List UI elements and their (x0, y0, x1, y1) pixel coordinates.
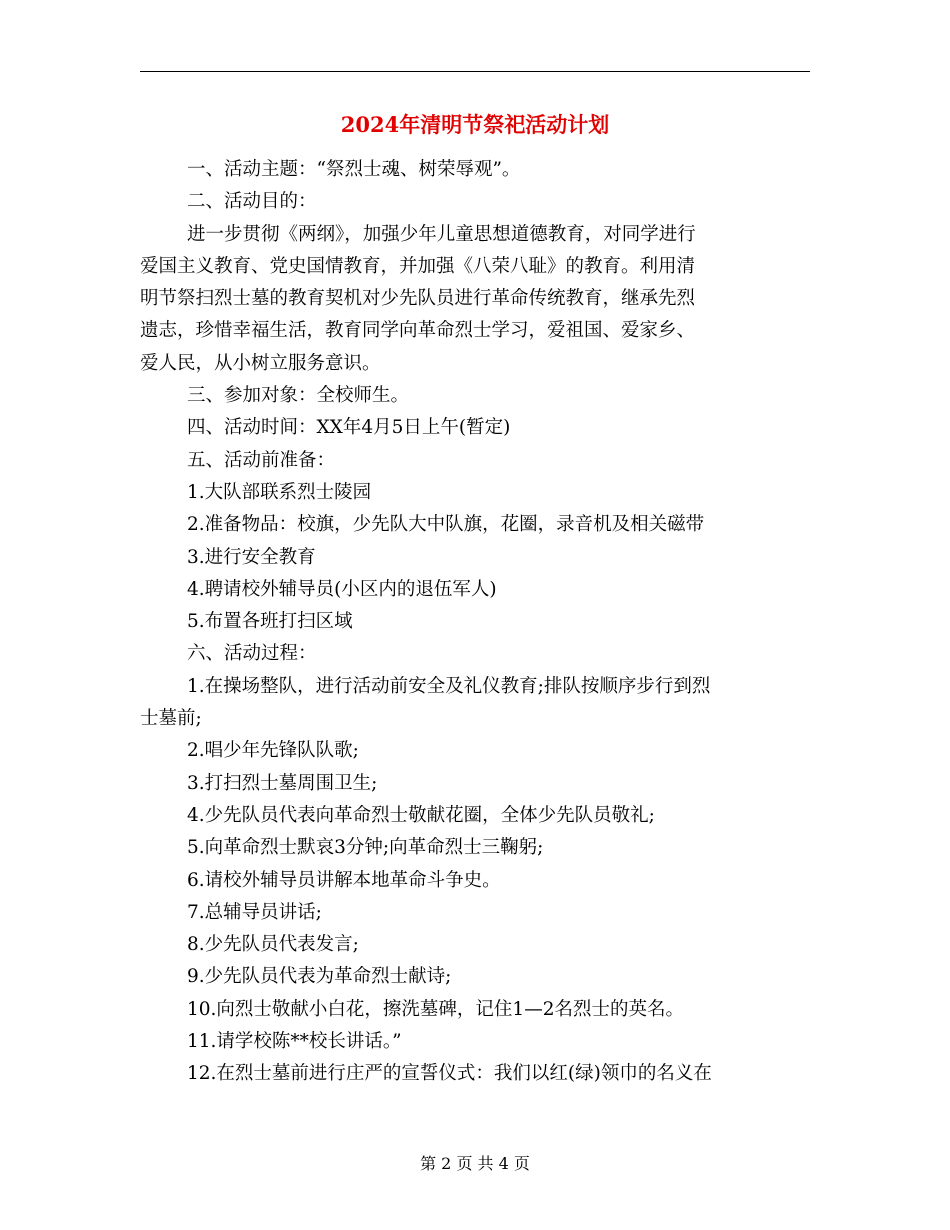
list-item: 8.少先队员代表发言; (187, 934, 359, 956)
section-heading: 三、参加对象：全校师生。 (187, 385, 410, 407)
list-item: 2.准备物品：校旗，少先队大中队旗，花圈，录音机及相关磁带 (187, 514, 705, 536)
paragraph-line: 明节祭扫烈士墓的教育契机对少先队员进行革命传统教育，继承先烈 (140, 288, 696, 310)
paragraph-line: 爱国主义教育、党史国情教育，并加强《八荣八耻》的教育。利用清 (140, 255, 696, 277)
section-heading: 四、活动时间：XX年4月5日上午(暂定) (187, 417, 511, 439)
list-item: 4.聘请校外辅导员(小区内的退伍军人) (187, 578, 497, 600)
document-body (140, 154, 810, 1091)
list-item-continuation: 士墓前; (140, 708, 202, 730)
list-item: 3.打扫烈士墓周围卫生; (187, 772, 378, 794)
list-item: 6.请校外辅导员讲解本地革命斗争史。 (187, 869, 501, 891)
section-heading: 六、活动过程： (187, 643, 317, 665)
section-heading: 二、活动目的： (187, 191, 317, 213)
section-heading: 五、活动前准备： (187, 449, 336, 471)
list-item: 5.向革命烈士默哀3分钟;向革命烈士三鞠躬; (187, 837, 544, 859)
header-rule (140, 71, 810, 72)
section-heading: 一、活动主题：“祭烈士魂、树荣辱观”。 (187, 159, 521, 180)
list-item: 4.少先队员代表向革命烈士敬献花圈，全体少先队员敬礼; (187, 804, 655, 826)
paragraph-line: 爱人民，从小树立服务意识。 (140, 352, 381, 374)
paragraph-line: 遗志，珍惜幸福生活，教育同学向革命烈士学习，爱祖国、爱家乡、 (140, 320, 696, 342)
page-number: 第 2 页 共 4 页 (420, 1154, 530, 1173)
list-item: 3.进行安全教育 (187, 546, 316, 568)
list-item: 1.在操场整队，进行活动前安全及礼仪教育;排队按顺序步行到烈 (187, 675, 711, 697)
list-item: 2.唱少年先锋队队歌; (187, 740, 359, 762)
list-item: 12.在烈士墓前进行庄严的宣誓仪式：我们以红(绿)领巾的名义在 (187, 1063, 712, 1085)
paragraph-line: 进一步贯彻《两纲》，加强少年儿童思想道德教育，对同学进行 (187, 223, 696, 245)
list-item: 10.向烈士敬献小白花，擦洗墓碑，记住1—2名烈士的英名。 (187, 998, 684, 1020)
list-item: 7.总辅导员讲话; (187, 901, 322, 923)
list-item: 1.大队部联系烈士陵园 (187, 481, 372, 503)
document-title: 2024年清明节祭祀活动计划 (340, 112, 610, 137)
list-item: 11.请学校陈**校长讲话。” (187, 1031, 402, 1053)
list-item: 5.布置各班打扫区域 (187, 611, 353, 633)
list-item: 9.少先队员代表为革命烈士献诗; (187, 966, 452, 988)
